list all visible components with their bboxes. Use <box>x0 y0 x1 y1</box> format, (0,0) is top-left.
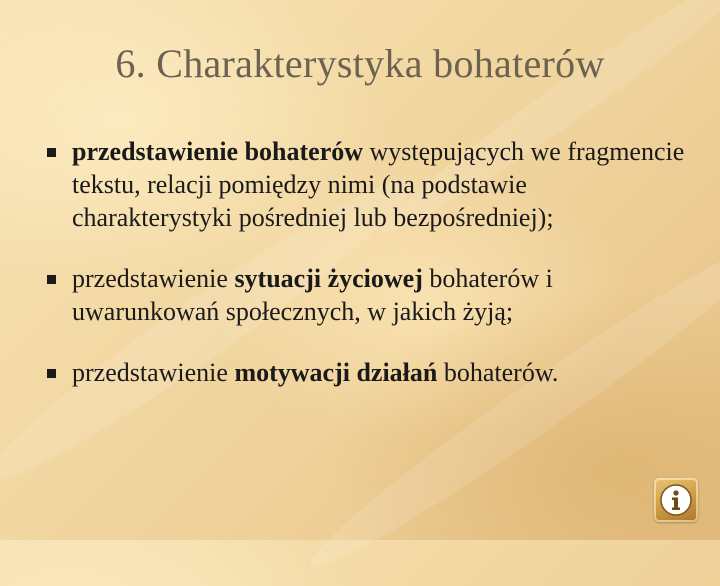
square-bullet-icon <box>47 369 56 378</box>
bullet-1-part-2: występujących we fragmencie tekstu, relacji pomiędzy nimi (na podstawie charakterystyki pośredniej lub bezpośredniej); <box>72 137 685 232</box>
bullet-3-part-3: bohaterów. <box>437 358 559 387</box>
info-icon <box>659 483 693 517</box>
bullet-text-1 <box>72 137 684 232</box>
bullet-list <box>40 135 690 389</box>
bullet-3-part-2: motywacji działań <box>234 358 438 387</box>
bullet-2-part-2: sytuacji życiowej <box>234 264 423 293</box>
bullet-item-2 <box>40 262 690 328</box>
bullet-item-3 <box>40 356 690 389</box>
bullet-3-part-1: przedstawienie <box>72 358 235 387</box>
square-bullet-icon <box>47 275 56 284</box>
square-bullet-icon <box>47 148 56 157</box>
bullet-item-1 <box>40 135 690 234</box>
bullet-2-part-3: bohaterów i uwarunkowań społecznych, w jakich żyją; <box>72 264 553 326</box>
bullet-1-part-1: przedstawienie bohaterów <box>72 137 364 166</box>
bullet-2-part-1: przedstawienie <box>72 264 235 293</box>
bullet-text-3 <box>72 358 558 387</box>
slide-title: 6. Charakterystyka bohaterów <box>115 41 605 86</box>
info-button[interactable] <box>654 478 698 522</box>
bullet-text-2 <box>72 264 553 326</box>
